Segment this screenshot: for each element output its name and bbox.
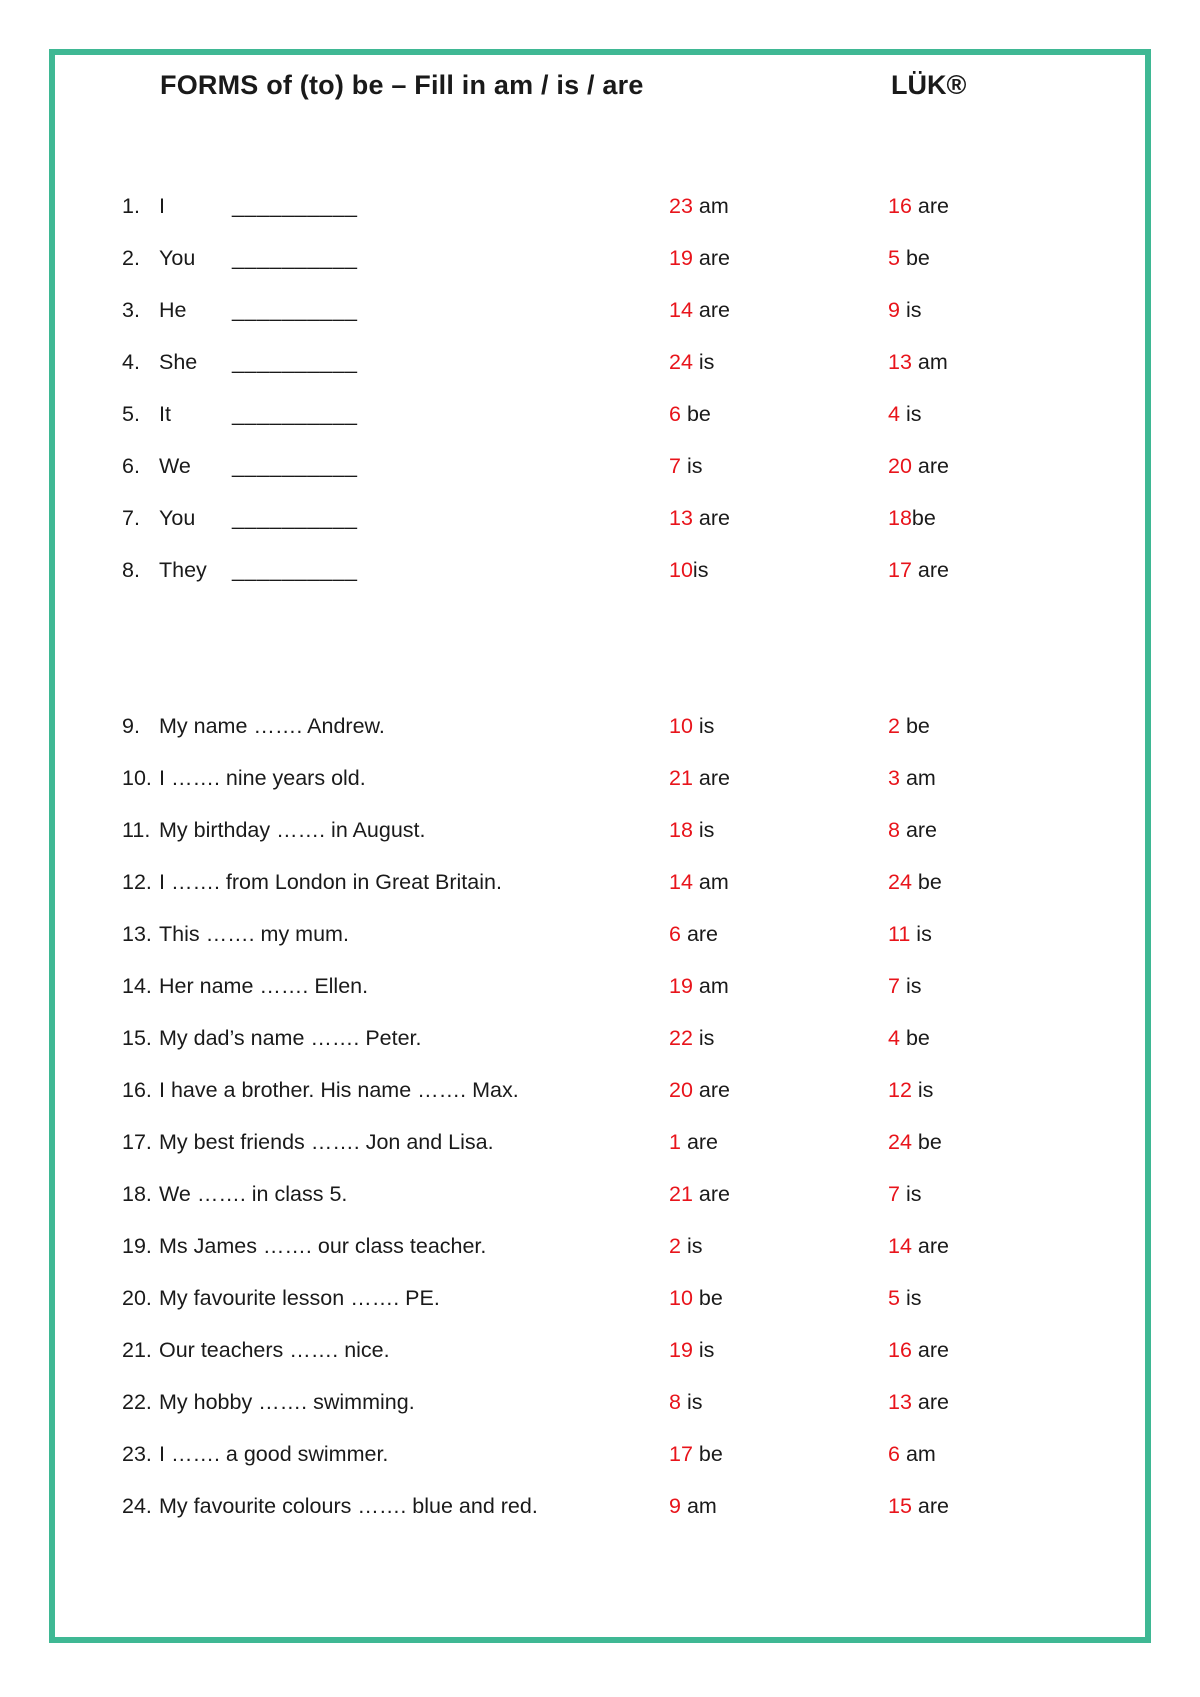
option-a [669,1434,723,1474]
item-number: 15. [122,1026,152,1050]
option-number: 13 [888,350,912,374]
option-b [888,1382,949,1422]
option-word: is [911,1078,934,1102]
sentence: I ……. nine years old. [159,766,366,790]
option-number: 19 [669,974,693,998]
option-number: 2 [669,1234,681,1258]
option-number: 9 [669,1494,681,1518]
exercise-row [0,1122,1200,1162]
exercise-row [0,914,1200,954]
option-word: is [692,818,715,842]
option-a [669,290,730,330]
exercise-row [0,1018,1200,1058]
option-word: are [692,246,730,270]
option-number: 10 [669,1286,693,1310]
option-number: 22 [669,1026,693,1050]
option-number: 14 [669,298,693,322]
pronoun: We [159,454,191,478]
option-number: 13 [888,1390,912,1414]
option-b [888,186,949,226]
sentence: We ……. in class 5. [159,1182,348,1206]
answer-blank[interactable]: __________ [232,454,358,478]
option-word: be [899,714,930,738]
exercise-row [0,1070,1200,1110]
exercise-row [0,758,1200,798]
option-word: is [910,922,932,946]
option-a [669,1330,714,1370]
exercise-row [0,1330,1200,1370]
option-number: 10 [669,714,693,738]
option-number: 19 [669,1338,693,1362]
option-b [888,966,921,1006]
option-number: 17 [669,1442,693,1466]
option-b [888,290,921,330]
option-b [888,1330,949,1370]
option-number: 23 [669,194,693,218]
option-a [669,758,730,798]
option-word: am [899,1442,936,1466]
option-number: 20 [669,1078,693,1102]
option-b [888,706,930,746]
item-number: 13. [122,922,152,946]
option-number: 16 [888,1338,912,1362]
exercise-row [0,550,1200,590]
option-number: 5 [888,246,900,270]
option-word: is [899,1286,922,1310]
option-a [669,706,714,746]
exercise-row [0,1278,1200,1318]
item-number: 2. [122,246,140,270]
item-number: 14. [122,974,152,998]
item-number: 3. [122,298,140,322]
option-word: is [680,454,703,478]
option-b [888,1486,949,1526]
option-b [888,1018,930,1058]
sentence: My dad’s name ……. Peter. [159,1026,422,1050]
option-number: 4 [888,402,900,426]
option-a [669,1070,730,1110]
option-word: are [692,766,730,790]
option-number: 6 [888,1442,900,1466]
item-number: 7. [122,506,140,530]
option-b [888,1226,949,1266]
option-b [888,810,937,850]
exercise-row [0,342,1200,382]
option-a [669,1018,714,1058]
exercise-row [0,394,1200,434]
option-number: 4 [888,1026,900,1050]
pronoun: They [159,558,207,582]
exercise-row [0,498,1200,538]
sentence: Ms James ……. our class teacher. [159,1234,487,1258]
option-word: are [911,558,949,582]
option-a [669,862,729,902]
option-number: 16 [888,194,912,218]
item-number: 6. [122,454,140,478]
option-number: 20 [888,454,912,478]
sentence: I ……. from London in Great Britain. [159,870,502,894]
option-a [669,1278,723,1318]
option-number: 11 [888,922,911,946]
option-word: am [899,766,936,790]
item-number: 21. [122,1338,152,1362]
exercise-row [0,1486,1200,1526]
option-b [888,1434,936,1474]
option-number: 6 [669,402,681,426]
option-a [669,394,711,434]
item-number: 1. [122,194,140,218]
option-word: are [911,454,949,478]
exercise-row [0,1174,1200,1214]
option-a [669,1486,717,1526]
exercise-row [0,1226,1200,1266]
option-word: are [692,506,730,530]
option-b [888,1278,921,1318]
sentence: Our teachers ……. nice. [159,1338,390,1362]
option-b [888,758,936,798]
option-number: 15 [888,1494,912,1518]
item-number: 9. [122,714,140,738]
option-number: 14 [888,1234,912,1258]
option-number: 3 [888,766,900,790]
option-a [669,966,729,1006]
option-number: 6 [669,922,681,946]
page-title: FORMS of (to) be – Fill in am / is / are [160,70,644,100]
option-b [888,914,932,954]
item-number: 8. [122,558,140,582]
option-a [669,1174,730,1214]
option-word: is [899,298,922,322]
option-number: 8 [669,1390,681,1414]
option-word: is [899,1182,922,1206]
sentence: My name ……. Andrew. [159,714,385,738]
option-a [669,810,714,850]
sentence: Her name ……. Ellen. [159,974,369,998]
sentence: I have a brother. His name ……. Max. [159,1078,519,1102]
option-number: 8 [888,818,900,842]
exercise-row [0,446,1200,486]
option-b [888,1122,942,1162]
item-number: 5. [122,402,140,426]
option-word: be [692,1442,723,1466]
option-a [669,914,718,954]
option-number: 2 [888,714,900,738]
option-b [888,238,930,278]
option-a [669,550,708,590]
exercise-row [0,966,1200,1006]
option-number: 10 [669,558,693,582]
exercise-row [0,186,1200,226]
option-b [888,498,936,538]
exercise-row [0,810,1200,850]
option-a [669,1122,718,1162]
option-word: are [692,298,730,322]
option-number: 21 [669,1182,693,1206]
option-word: are [680,1130,719,1154]
option-b [888,342,948,382]
option-word: am [692,974,729,998]
option-word: be [911,1130,942,1154]
answer-blank[interactable]: __________ [232,402,358,426]
item-number: 16. [122,1078,152,1102]
option-word: are [911,1234,949,1258]
option-word: is [692,1338,715,1362]
option-a [669,1226,702,1266]
option-word: are [911,1338,949,1362]
option-number: 19 [669,246,693,270]
option-number: 21 [669,766,693,790]
option-word: is [692,1026,715,1050]
answer-blank[interactable]: __________ [232,558,358,582]
option-number: 7 [669,454,681,478]
option-word: am [692,194,729,218]
option-word: are [899,818,938,842]
option-number: 24 [888,1130,912,1154]
item-number: 19. [122,1234,152,1258]
option-word: am [911,350,948,374]
option-word: are [692,1182,730,1206]
option-word: be [911,870,942,894]
option-number: 1 [669,1130,681,1154]
brand-mark: LÜK® [891,70,967,100]
option-a [669,498,730,538]
item-number: 22. [122,1390,152,1414]
pronoun: She [159,350,198,374]
option-number: 18 [888,506,912,530]
option-a [669,446,702,486]
pronoun: You [159,506,196,530]
option-b [888,394,921,434]
exercise-row [0,1434,1200,1474]
sentence: My favourite colours ……. blue and red. [159,1494,538,1518]
pronoun: You [159,246,196,270]
option-number: 9 [888,298,900,322]
item-number: 11. [122,818,151,842]
answer-blank[interactable]: __________ [232,506,358,530]
option-a [669,1382,702,1422]
pronoun: I [159,194,165,218]
option-number: 24 [669,350,693,374]
sentence: My best friends ……. Jon and Lisa. [159,1130,494,1154]
option-a [669,186,729,226]
option-number: 7 [888,1182,900,1206]
exercise-row [0,862,1200,902]
option-word: are [911,1390,949,1414]
option-number: 12 [888,1078,912,1102]
exercise-row [0,290,1200,330]
answer-blank[interactable]: __________ [232,350,358,374]
exercise-row [0,1382,1200,1422]
option-number: 24 [888,870,912,894]
pronoun: It [159,402,171,426]
option-word: are [911,194,949,218]
item-number: 4. [122,350,140,374]
item-number: 17. [122,1130,152,1154]
answer-blank[interactable]: __________ [232,194,358,218]
option-word: are [911,1494,949,1518]
option-number: 17 [888,558,912,582]
option-word: be [899,246,930,270]
option-number: 7 [888,974,900,998]
sentence: This ……. my mum. [159,922,349,946]
option-b [888,446,949,486]
option-word: are [692,1078,730,1102]
option-word: is [692,714,715,738]
option-b [888,1070,933,1110]
option-word: is [899,402,922,426]
option-word: be [680,402,711,426]
option-word: is [692,558,709,582]
option-number: 13 [669,506,693,530]
item-number: 20. [122,1286,152,1310]
option-word: am [680,1494,717,1518]
sentence: My birthday ……. in August. [159,818,426,842]
option-a [669,238,730,278]
item-number: 12. [122,870,152,894]
sentence: My favourite lesson ……. PE. [159,1286,440,1310]
option-b [888,1174,921,1214]
option-a [669,342,714,382]
item-number: 10. [122,766,152,790]
option-number: 14 [669,870,693,894]
exercise-row [0,706,1200,746]
item-number: 23. [122,1442,152,1466]
item-number: 24. [122,1494,152,1518]
option-word: is [692,350,715,374]
option-word: are [680,922,719,946]
option-b [888,862,942,902]
item-number: 18. [122,1182,152,1206]
answer-blank[interactable]: __________ [232,246,358,270]
answer-blank[interactable]: __________ [232,298,358,322]
option-word: is [899,974,922,998]
option-word: be [911,506,936,530]
pronoun: He [159,298,187,322]
option-word: is [680,1390,703,1414]
option-word: is [680,1234,703,1258]
option-number: 5 [888,1286,900,1310]
sentence: I ……. a good swimmer. [159,1442,389,1466]
option-number: 18 [669,818,693,842]
option-b [888,550,949,590]
exercise-row [0,238,1200,278]
option-word: am [692,870,729,894]
option-word: be [692,1286,723,1310]
option-word: be [899,1026,930,1050]
sentence: My hobby ……. swimming. [159,1390,415,1414]
